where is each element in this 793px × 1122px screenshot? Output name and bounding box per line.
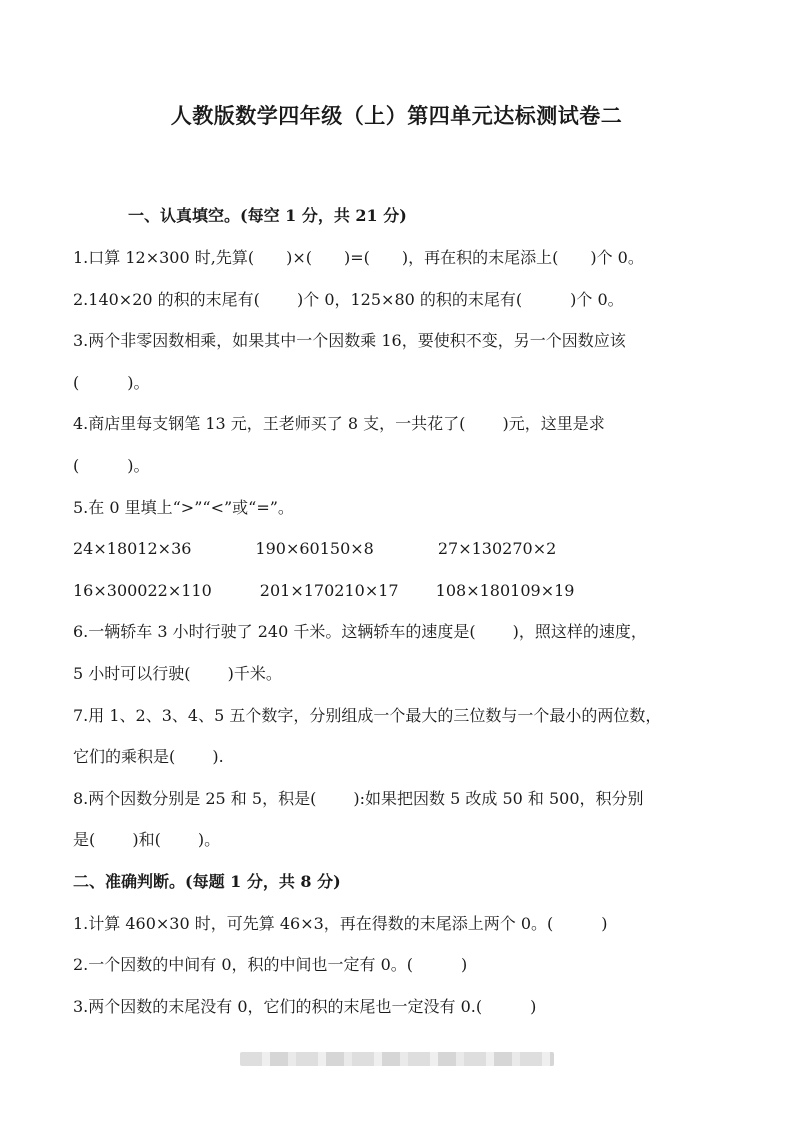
comparison-row: 16×300022×110 201×170210×17 108×180109×19 (73, 581, 575, 600)
section-1-heading: 一、认真填空。(每空 1 分，共 21 分) (128, 206, 407, 225)
question-line: 7.用 1、2、3、4、5 五个数字，分别组成一个最大的三位数与一个最小的两位数， (73, 706, 662, 725)
question-line: 是( )和( )。 (73, 830, 221, 849)
question-line: 1.口算 12×300 时,先算( )×( )=( )，再在积的末尾添上( )个 0。 (73, 248, 644, 267)
section-2-heading: 二、准确判断。(每题 1 分，共 8 分) (73, 872, 341, 891)
question-line: 5.在 0 里填上“>”“<”或“=”。 (73, 498, 294, 517)
question-line: 8.两个因数分别是 25 和 5，积是( ):如果把因数 5 改成 50 和 500，积分别 (73, 789, 644, 808)
question-line: 3.两个非零因数相乘，如果其中一个因数乘 16，要使积不变，另一个因数应该 (73, 331, 626, 350)
comparison-row: 24×18012×36 190×60150×8 27×130270×2 (73, 539, 557, 558)
question-line: ( )。 (73, 456, 150, 475)
blurred-footer-watermark (240, 1052, 554, 1066)
judgment-line: 1.计算 460×30 时，可先算 46×3，再在得数的末尾添上两个 0。( ) (73, 914, 608, 933)
question-line: 4.商店里每支钢笔 13 元，王老师买了 8 支，一共花了( )元，这里是求 (73, 414, 605, 433)
question-line: 5 小时可以行驶( )千米。 (73, 664, 282, 683)
judgment-line: 2.一个因数的中间有 0，积的中间也一定有 0。( ) (73, 955, 468, 974)
question-line: 6.一辆轿车 3 小时行驶了 240 千米。这辆轿车的速度是( )，照这样的速度， (73, 622, 647, 641)
question-line: ( )。 (73, 373, 150, 392)
question-line: 它们的乘积是( ). (73, 747, 224, 766)
page-title: 人教版数学四年级（上）第四单元达标测试卷二 (170, 103, 623, 128)
judgment-line: 3.两个因数的末尾没有 0，它们的积的末尾也一定没有 0.( ) (73, 997, 537, 1016)
question-line: 2.140×20 的积的末尾有( )个 0，125×80 的积的末尾有( )个 0。 (73, 290, 624, 309)
